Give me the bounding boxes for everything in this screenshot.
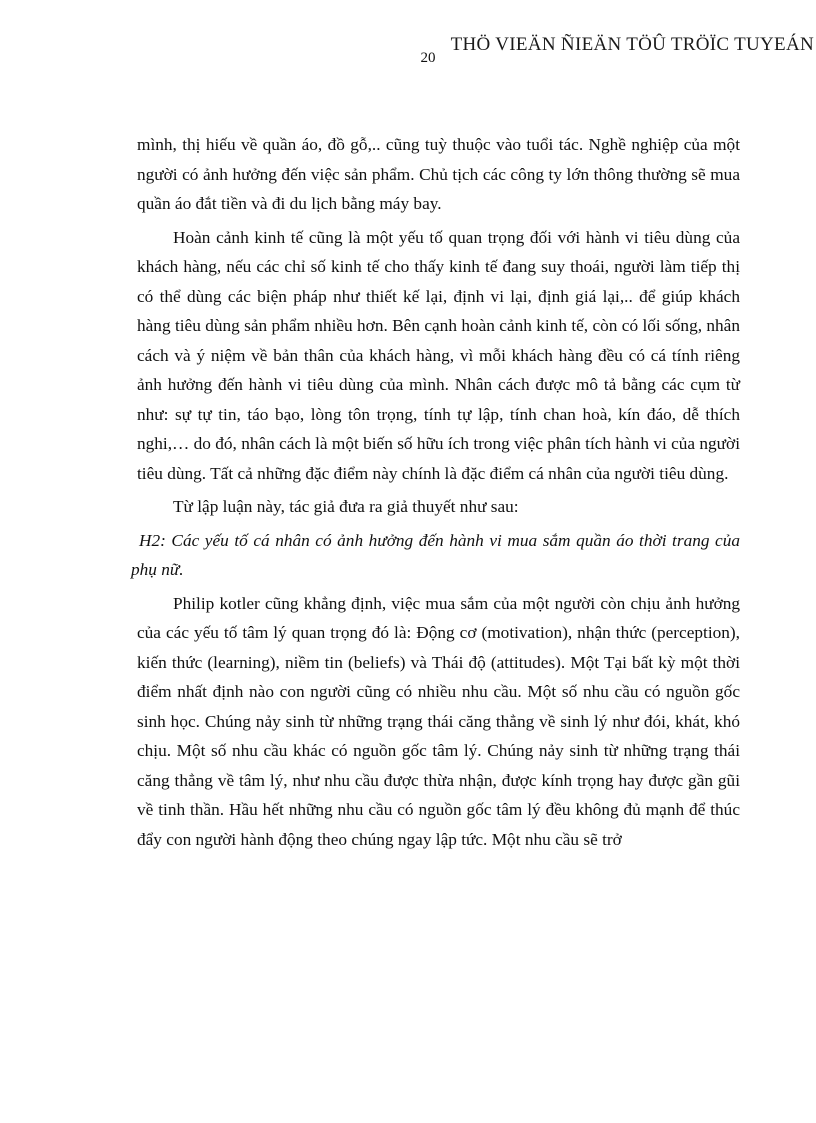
paragraph-2: Hoàn cảnh kinh tế cũng là một yếu tố quan trọng đối với hành vi tiêu dùng của khách hàng, nếu các chỉ số kinh tế cho thấy kinh tế đang suy thoái, người làm tiếp thị có thể dùng các biện pháp như thiết kế lại, định vi lại, định giá lại,.. để giúp khách hàng tiêu dùng sản phẩm nhiều hơn. Bên cạnh hoàn cảnh kinh tế, còn có lối sống, nhân cách và ý niệm về bản thân của khách hàng, vì mỗi khách hàng đều có cá tính riêng ảnh hưởng đến hành vi tiêu dùng của mình. Nhân cách được mô tả bằng các cụm từ như: sự tự tin, táo bạo, lòng tôn trọng, tính tự lập, tính chan hoà, kín đáo, dễ thích nghi,… do đó, nhân cách là một biến số hữu ích trong việc phân tích hành vi của người tiêu dùng. Tất cả những đặc điểm này chính là đặc điểm cá nhân của người tiêu dùng. xyxy=(137,227,740,483)
hypothesis-h2: H2: Các yếu tố cá nhân có ảnh hưởng đến hành vi mua sắm quần áo thời trang của phụ nữ. xyxy=(131,530,740,579)
paragraph-1: mình, thị hiếu về quần áo, đồ gỗ,.. cũng tuỳ thuộc vào tuổi tác. Nghề nghiệp của một người có ảnh hưởng đến việc sản phẩm. Chủ tịch các công ty lớn thông thường sẽ mua quần áo đắt tiền và đi du lịch bằng máy bay. xyxy=(137,135,740,213)
paragraph-5: Philip kotler cũng khẳng định, việc mua sắm của một người còn chịu ảnh hưởng của các yếu tố tâm lý quan trọng đó là: Động cơ (motivation), nhận thức (perception), kiến thức (learning), niềm tin (beliefs) và Thái độ (attitudes). Một Tại bất kỳ một thời điểm nhất định nào con người cũng có nhiều nhu cầu. Một số nhu cầu có nguồn gốc sinh học. Chúng nảy sinh từ những trạng thái căng thẳng về sinh lý như đói, khát, khó chịu. Một số nhu cầu khác có nguồn gốc tâm lý. Chúng nảy sinh từ những trạng thái căng thẳng về tâm lý, như nhu cầu được thừa nhận, được kính trọng hay được gần gũi về tinh thần. Hầu hết những nhu cầu có nguồn gốc tâm lý đều không đủ mạnh để thúc đẩy con người hành động theo chúng ngay lập tức. Một nhu cầu sẽ trở xyxy=(137,593,740,849)
document-body xyxy=(131,130,740,858)
watermark-header: THÖ VIEÄN ÑIEÄN TÖÛ TRÖÏC TUYEÁN xyxy=(450,34,814,55)
page-number: 20 xyxy=(420,50,436,66)
paragraph-3: Từ lập luận này, tác giả đưa ra giả thuyết như sau: xyxy=(173,497,519,516)
